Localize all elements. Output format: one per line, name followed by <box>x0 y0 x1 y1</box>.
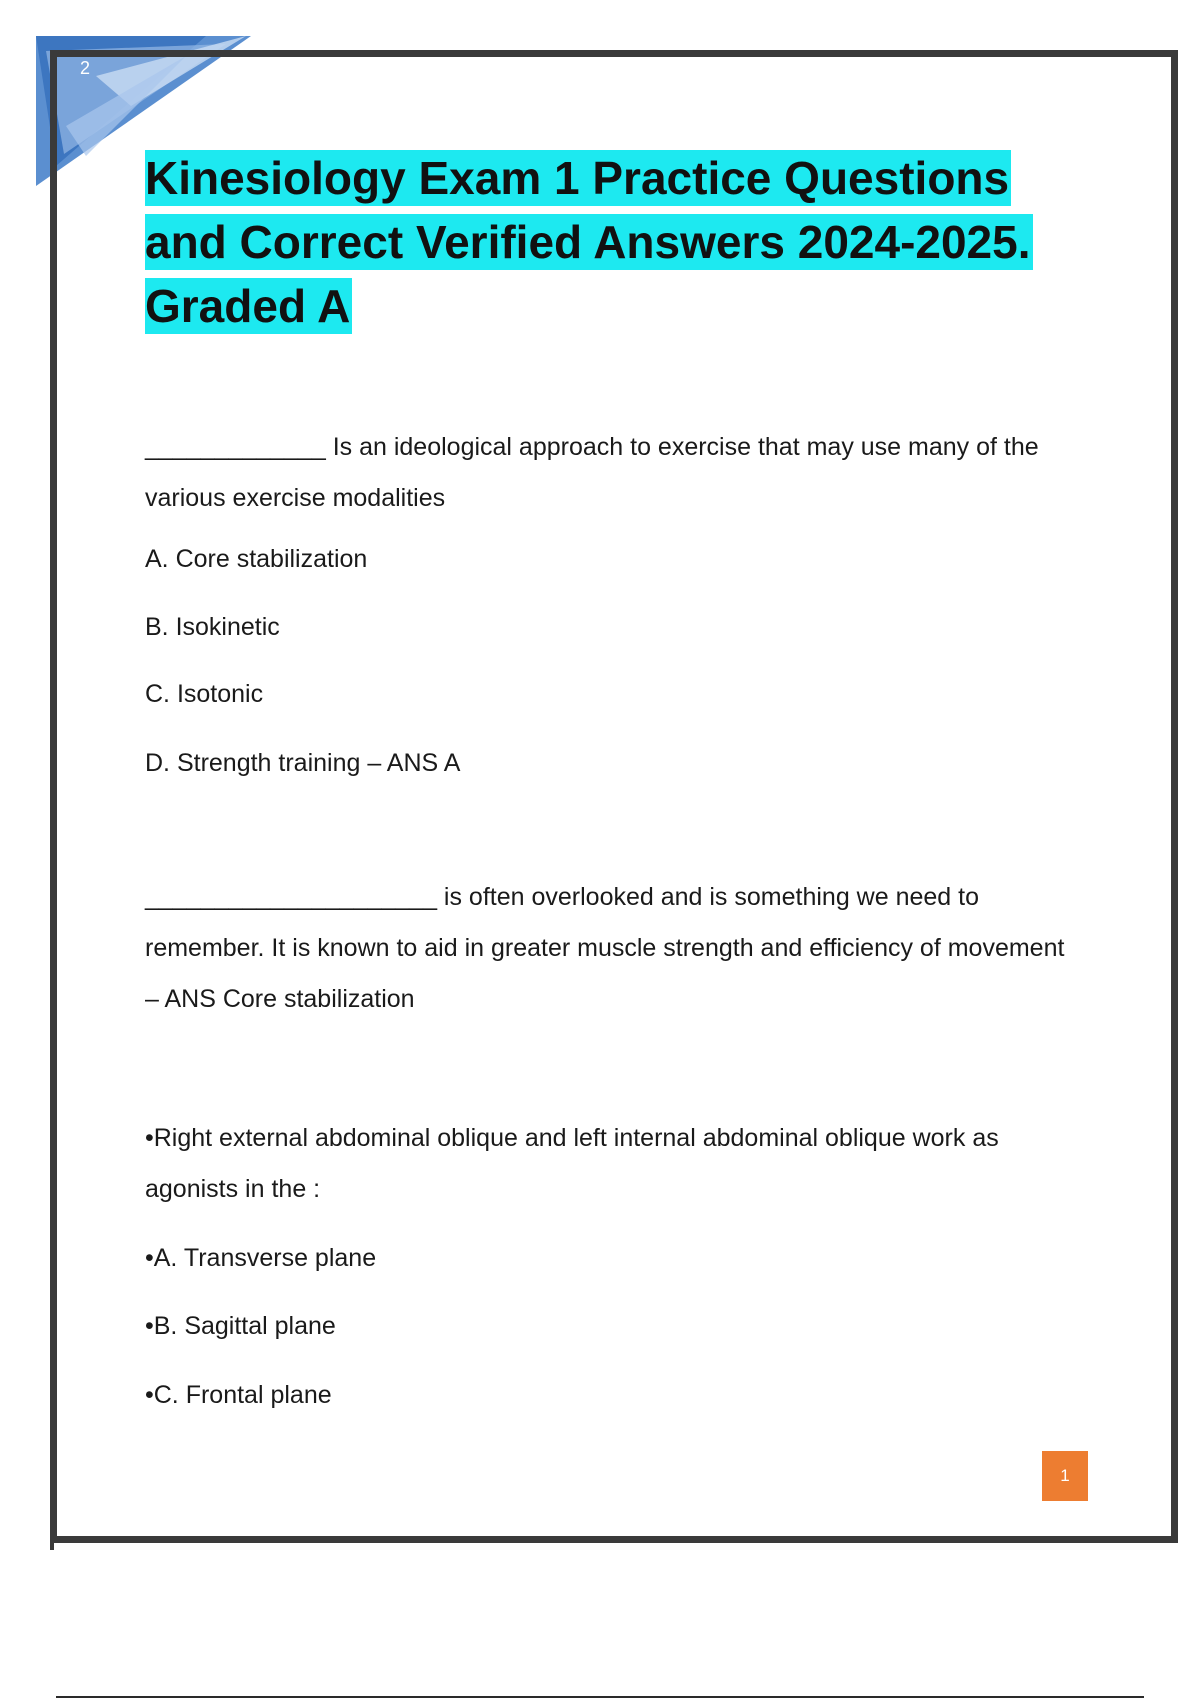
title-highlight: Kinesiology Exam 1 Practice Questions and Correct Verified Answers 2024-2025. Graded A <box>145 152 1031 332</box>
question-1-option-c: C. Isotonic <box>145 680 264 708</box>
question-1-option-b: B. Isokinetic <box>145 613 280 641</box>
question-1-option-d: D. Strength training – ANS A <box>145 749 461 777</box>
next-page-divider <box>56 1696 1144 1698</box>
document-title <box>145 146 1085 338</box>
question-3-option-a: •A. Transverse plane <box>145 1244 377 1272</box>
page-number-badge: 1 <box>1042 1451 1088 1501</box>
page-border-tail <box>50 1530 54 1550</box>
corner-page-number: 2 <box>80 58 91 78</box>
question-3-prompt: •Right external abdominal oblique and left internal abdominal oblique work as agonists in the : <box>145 1124 999 1203</box>
question-1-option-a: A. Core stabilization <box>145 545 368 573</box>
question-1-prompt: _____________ Is an ideological approach to exercise that may use many of the various exercise modalities <box>145 433 1039 512</box>
question-3-option-c: •C. Frontal plane <box>145 1381 332 1409</box>
question-3-option-b: •B. Sagittal plane <box>145 1312 336 1340</box>
question-2-prompt: _____________________ is often overlooked and is something we need to remember. It is known to aid in greater muscle strength and efficiency of movement – ANS Core stabilization <box>145 883 1065 1013</box>
